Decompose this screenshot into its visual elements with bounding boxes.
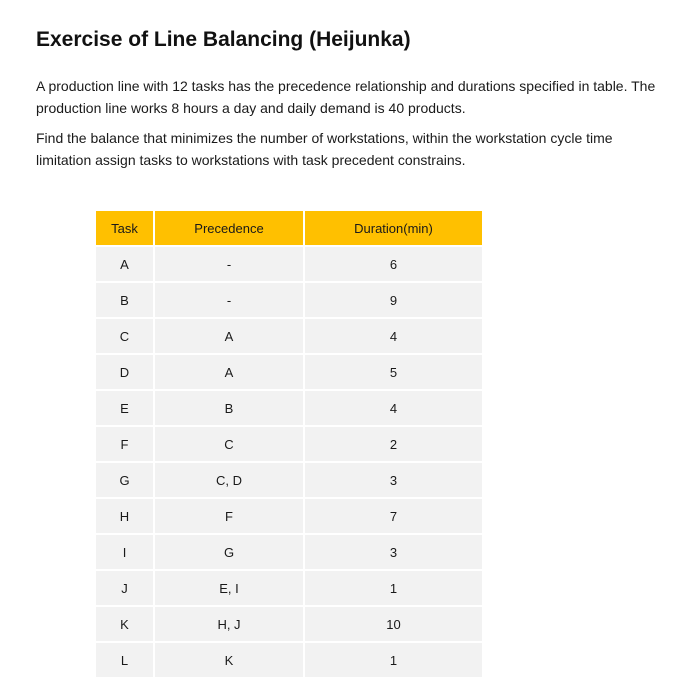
cell-task: D xyxy=(96,353,155,389)
cell-precedence: F xyxy=(155,497,305,533)
cell-duration: 4 xyxy=(305,317,482,353)
cell-task: J xyxy=(96,569,155,605)
cell-task: B xyxy=(96,281,155,317)
cell-precedence: G xyxy=(155,533,305,569)
task-instructions: Find the balance that minimizes the number of workstations, within the workstation cycle time limitation assign tasks to workstations with task precedent constrains. xyxy=(36,130,613,168)
cell-precedence: C xyxy=(155,425,305,461)
cell-duration: 9 xyxy=(305,281,482,317)
cell-duration: 5 xyxy=(305,353,482,389)
cell-task: C xyxy=(96,317,155,353)
cell-duration: 3 xyxy=(305,461,482,497)
table-row xyxy=(96,281,482,317)
table-row xyxy=(96,641,482,677)
cell-duration: 10 xyxy=(305,605,482,641)
cell-precedence: C, D xyxy=(155,461,305,497)
cell-task: K xyxy=(96,605,155,641)
cell-duration: 6 xyxy=(305,245,482,281)
table-row xyxy=(96,569,482,605)
table-row xyxy=(96,353,482,389)
cell-task: F xyxy=(96,425,155,461)
table-header-row xyxy=(96,211,482,245)
table-row xyxy=(96,245,482,281)
cell-precedence: A xyxy=(155,353,305,389)
cell-precedence: A xyxy=(155,317,305,353)
header-task: Task xyxy=(96,211,155,245)
cell-duration: 1 xyxy=(305,569,482,605)
table-row xyxy=(96,317,482,353)
table-row xyxy=(96,533,482,569)
table-row xyxy=(96,425,482,461)
table-row xyxy=(96,497,482,533)
cell-precedence: H, J xyxy=(155,605,305,641)
cell-duration: 1 xyxy=(305,641,482,677)
cell-precedence: E, I xyxy=(155,569,305,605)
cell-duration: 7 xyxy=(305,497,482,533)
table-row xyxy=(96,461,482,497)
task-precedence-table xyxy=(96,211,482,677)
cell-precedence: B xyxy=(155,389,305,425)
cell-precedence: K xyxy=(155,641,305,677)
cell-task: I xyxy=(96,533,155,569)
problem-description: A production line with 12 tasks has the precedence relationship and durations specified in table. The production line works 8 hours a day and daily demand is 40 products. xyxy=(36,78,656,116)
cell-precedence: - xyxy=(155,245,305,281)
table-row xyxy=(96,605,482,641)
cell-duration: 3 xyxy=(305,533,482,569)
table-row xyxy=(96,389,482,425)
cell-duration: 2 xyxy=(305,425,482,461)
cell-task: E xyxy=(96,389,155,425)
cell-task: G xyxy=(96,461,155,497)
cell-task: L xyxy=(96,641,155,677)
cell-duration: 4 xyxy=(305,389,482,425)
header-duration: Duration(min) xyxy=(305,211,482,245)
header-precedence: Precedence xyxy=(155,211,305,245)
cell-precedence: - xyxy=(155,281,305,317)
cell-task: A xyxy=(96,245,155,281)
page-title: Exercise of Line Balancing (Heijunka) xyxy=(36,28,411,51)
cell-task: H xyxy=(96,497,155,533)
